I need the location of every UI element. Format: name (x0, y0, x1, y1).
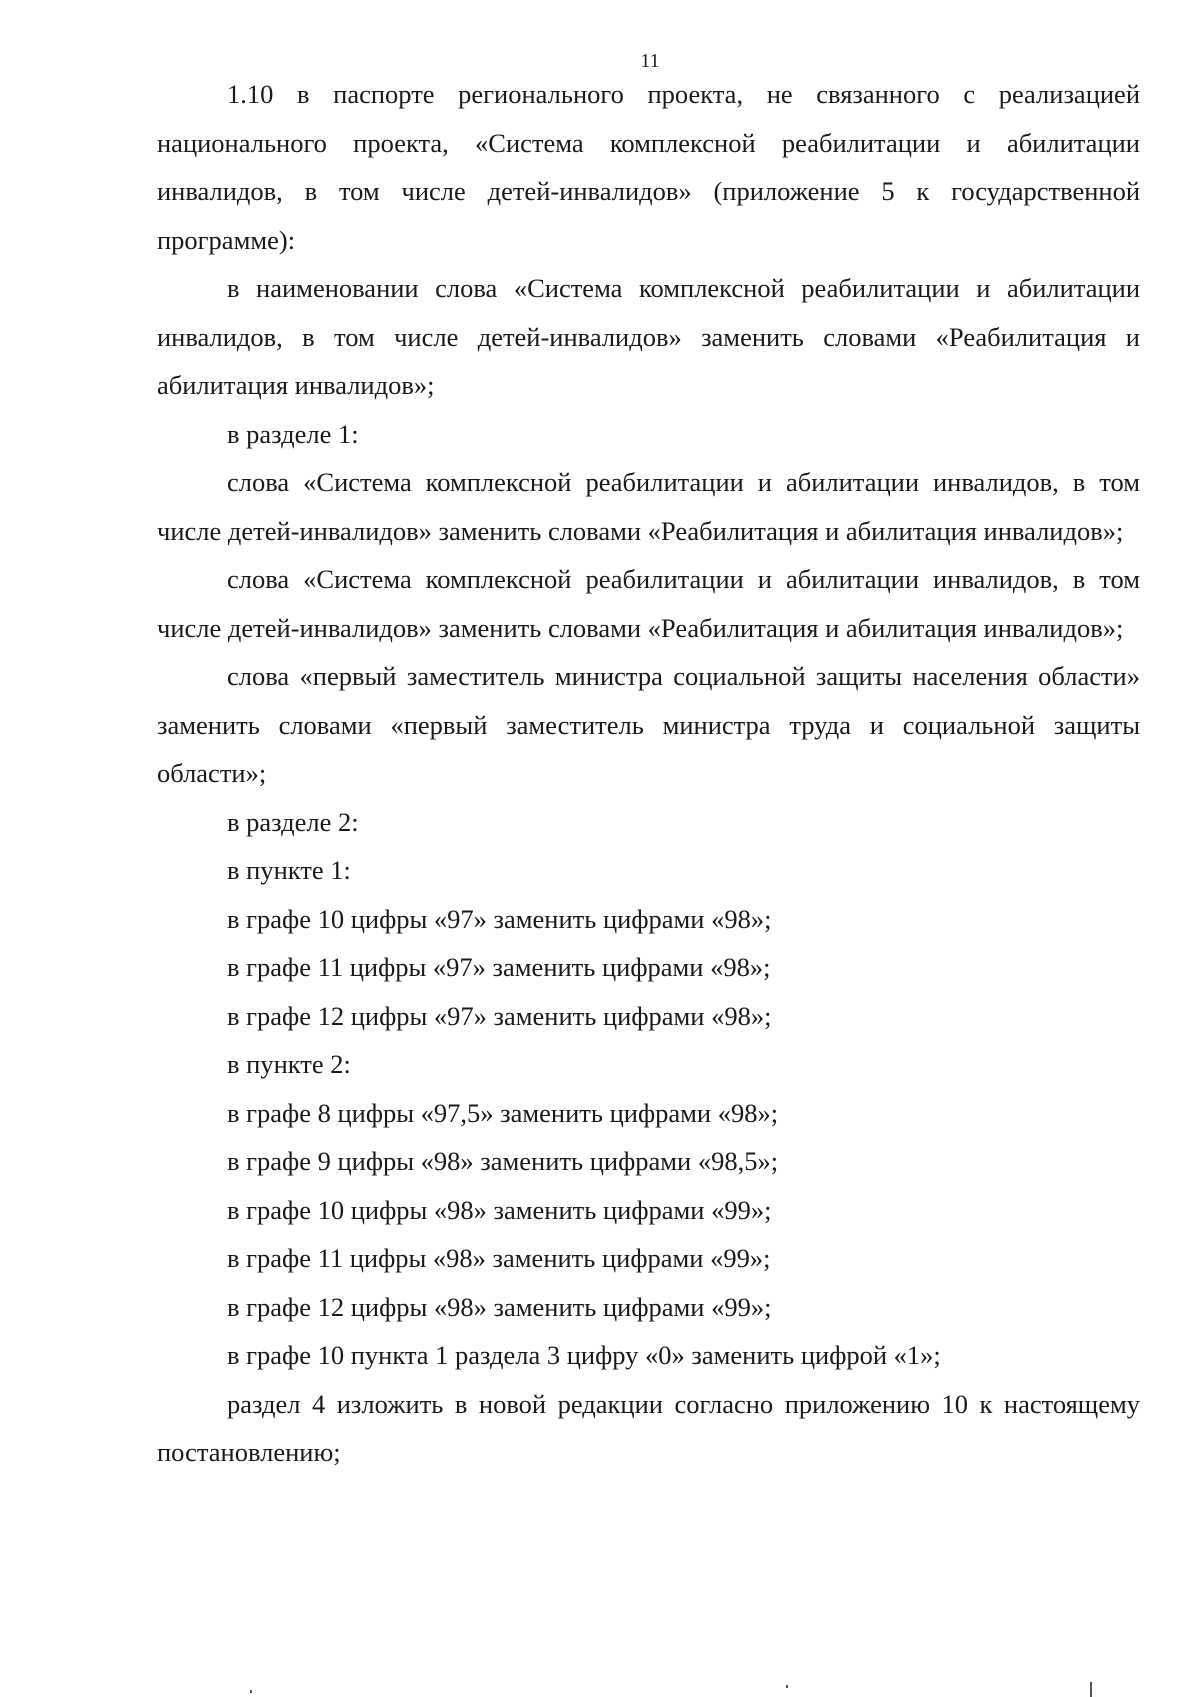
paragraph-point-2-col-12: в графе 12 цифры «98» заменить цифрами «99»; (227, 1291, 772, 1322)
page-number: 11 (640, 50, 660, 72)
paragraph-point-1-col-11: в графе 11 цифры «97» заменить цифрами «98»; (227, 952, 771, 982)
paragraph-point-2-col-9: в графе 9 цифры «98» заменить цифрами «98,5»; (227, 1146, 779, 1176)
paragraph-section-1-deputy-minister: слова «первый заместитель министра социальной защиты населения области» заменить словами «первый заместитель министра труда и социальной защиты области»; (157, 661, 1140, 788)
paragraph-point-2-heading: в пункте 2: (227, 1049, 351, 1079)
paragraph-point-2-col-8: в графе 8 цифры «97,5» заменить цифрами «98»; (227, 1097, 779, 1128)
paragraph-section-3-change: в графе 10 пункта 1 раздела 3 цифру «0» заменить цифрой «1»; (227, 1340, 941, 1370)
paragraph-point-1-heading: в пункте 1: (227, 855, 351, 885)
document-body (157, 70, 1140, 1477)
scan-mark-left (250, 1690, 252, 1693)
scan-mark-right (1090, 1682, 1092, 1697)
paragraph-point-2-col-10: в графе 10 цифры «98» заменить цифрами «99»; (227, 1194, 772, 1225)
paragraph-section-2-heading: в разделе 2: (227, 806, 359, 837)
paragraph-section-1-words-b: слова «Система комплексной реабилитации и абилитации инвалидов, в том числе детей-инвалидов» заменить словами «Реабилитация и абилитация инвалидов»; (157, 564, 1140, 643)
paragraph-section-1-words-a: слова «Система комплексной реабилитации и абилитации инвалидов, в том числе детей-инвалидов» заменить словами «Реабилитация и абилитация инвалидов»; (157, 467, 1140, 546)
paragraph-section-4-new-edition: раздел 4 изложить в новой редакции согласно приложению 10 к настоящему постановлению; (157, 1388, 1140, 1467)
paragraph-point-1-col-10: в графе 10 цифры «97» заменить цифрами «98»; (227, 903, 772, 934)
paragraph-item-1-10: 1.10 в паспорте регионального проекта, не связанного с реализацией национального проекта, «Система комплексной реабилитации и абилитации инвалидов, в том числе детей-инвалидов» (приложение 5 к государственной программе): (157, 79, 1140, 255)
paragraph-rename-title: в наименовании слова «Система комплексной реабилитации и абилитации инвалидов, в том числе детей-инвалидов» заменить словами «Реабилитация и абилитация инвалидов»; (157, 273, 1140, 400)
paragraph-section-1-heading: в разделе 1: (227, 418, 359, 449)
paragraph-point-2-col-11: в графе 11 цифры «98» заменить цифрами «99»; (227, 1243, 771, 1273)
scan-mark-middle (786, 1685, 788, 1688)
paragraph-point-1-col-12: в графе 12 цифры «97» заменить цифрами «98»; (227, 1000, 772, 1031)
